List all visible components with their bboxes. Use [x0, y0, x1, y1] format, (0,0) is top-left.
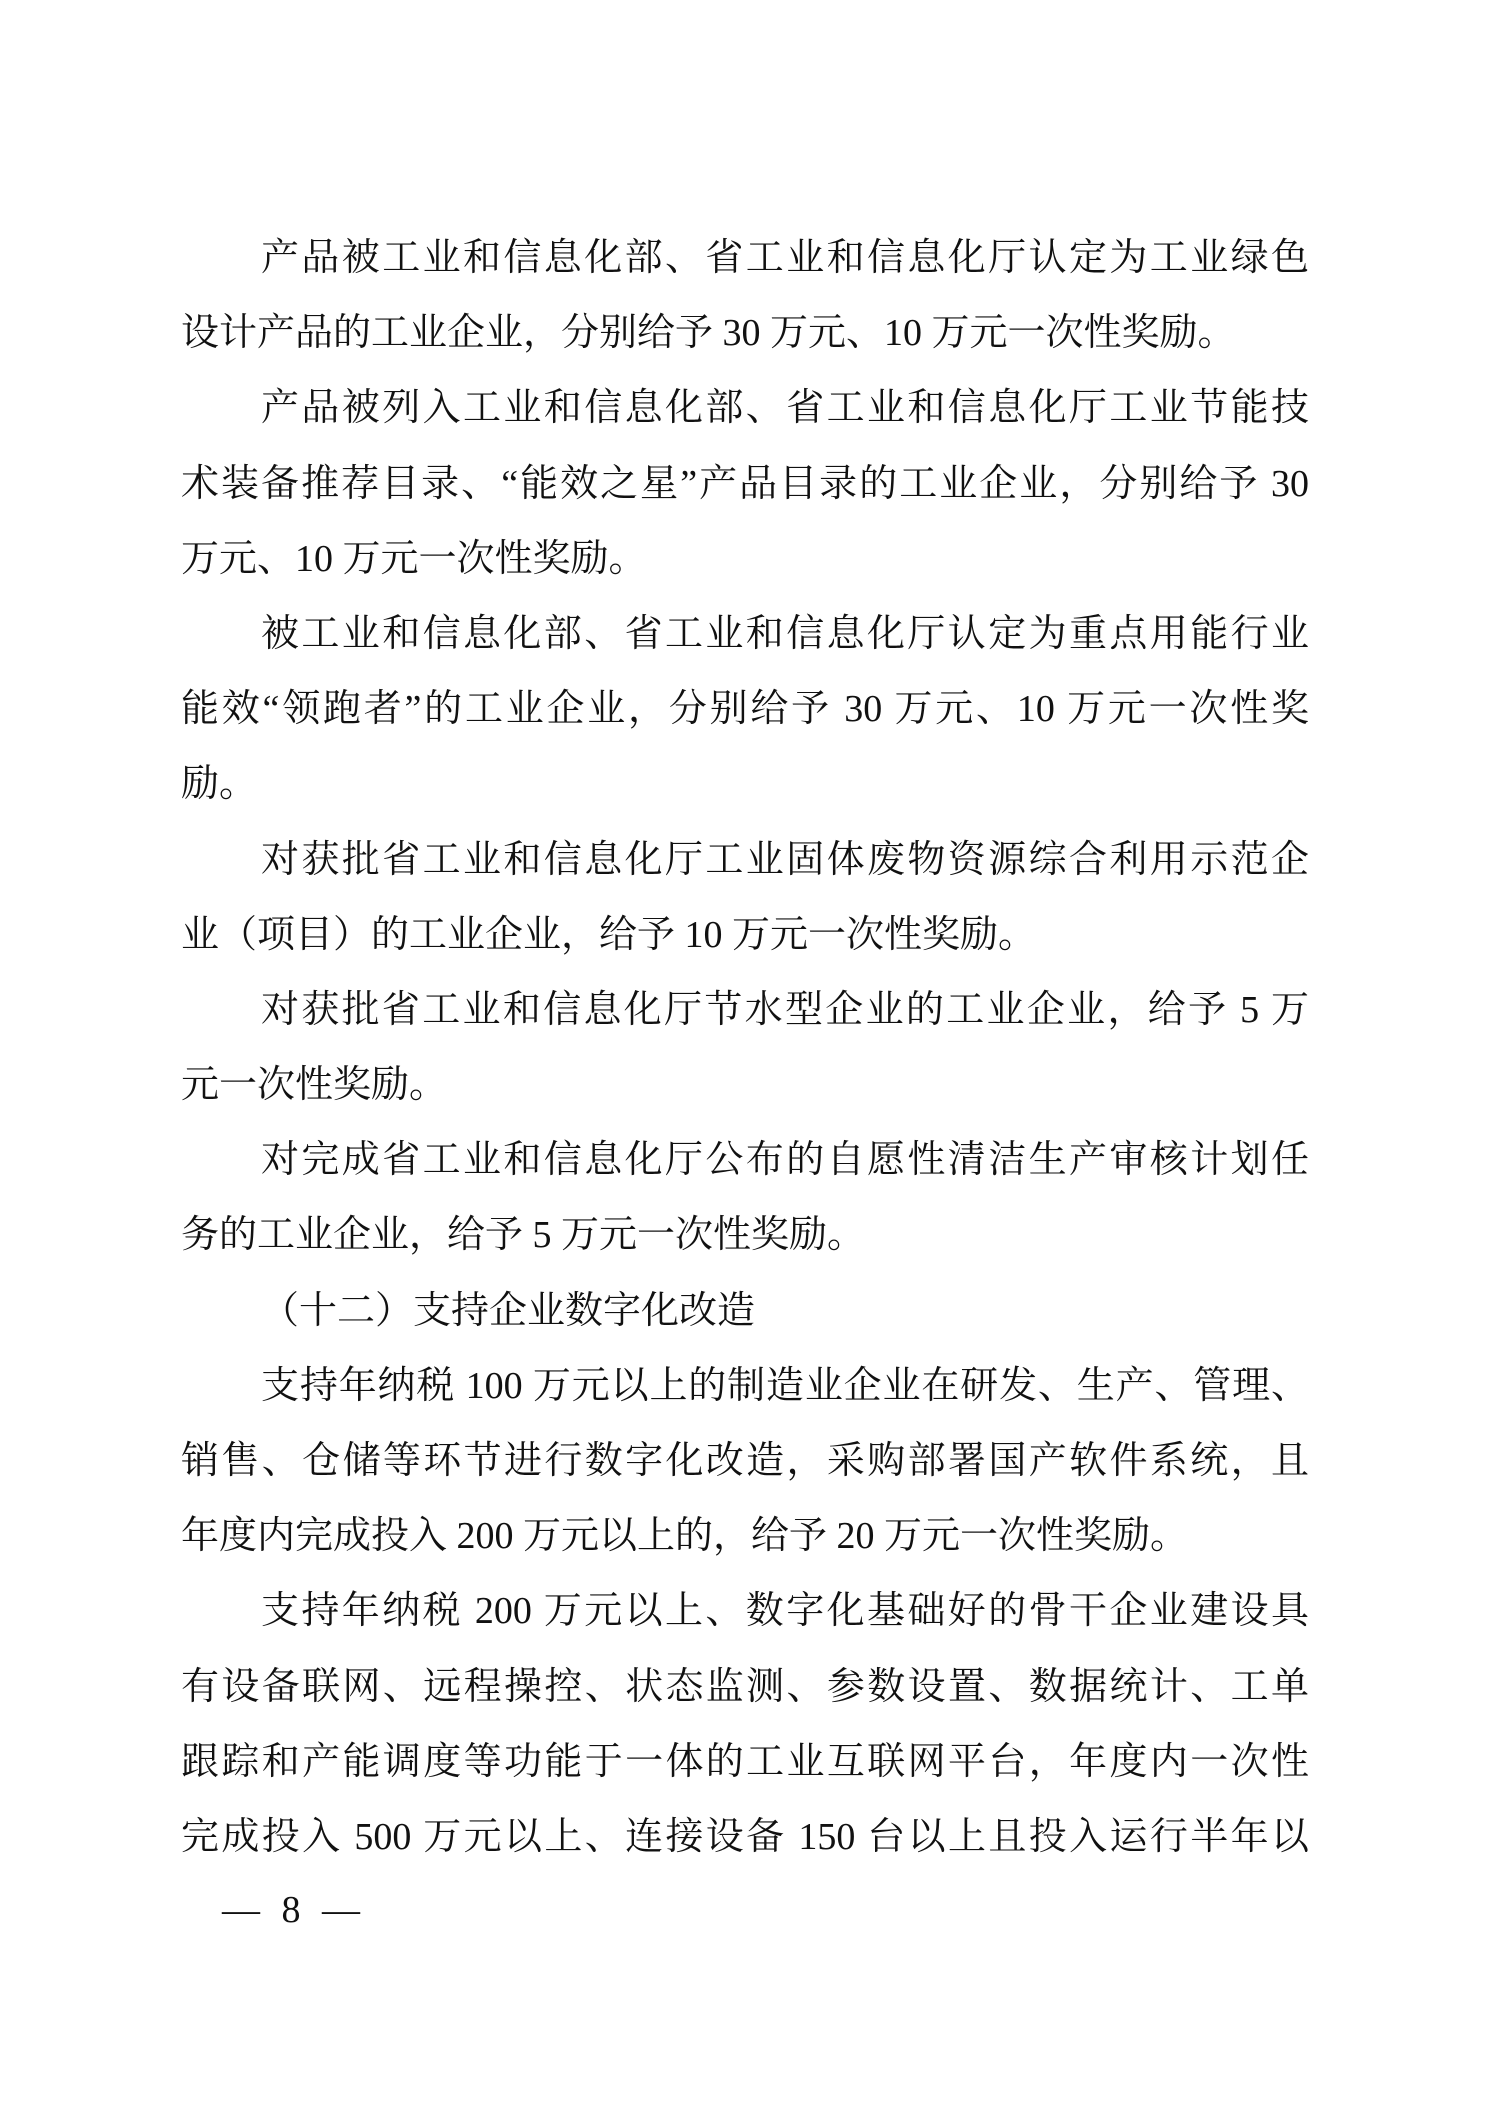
text-line: 对完成省工业和信息化厅公布的自愿性清洁生产审核计划任	[261, 1139, 1309, 1182]
document-body	[181, 221, 1309, 1875]
paragraph	[181, 1123, 1309, 1273]
text-line: （十二）支持企业数字化改造	[261, 1289, 756, 1332]
text-line: 产品被工业和信息化部、省工业和信息化厅认定为工业绿色	[261, 237, 1309, 279]
paragraph	[181, 1349, 1309, 1575]
text-line: 设计产品的工业企业，分别给予 30 万元、10 万元一次性奖励。	[181, 312, 1236, 355]
text-line: 完成投入 500 万元以上、连接设备 150 台以上且投入运行半年以	[181, 1815, 1309, 1858]
paragraph	[181, 221, 1309, 371]
text-line: 支持年纳税 100 万元以上的制造业企业在研发、生产、管理、	[261, 1364, 1309, 1407]
text-line: 销售、仓储等环节进行数字化改造，采购部署国产软件系统，且	[181, 1440, 1309, 1482]
text-line: 年度内完成投入 200 万元以上的，给予 20 万元一次性奖励。	[181, 1515, 1189, 1558]
text-line: 有设备联网、远程操控、状态监测、参数设置、数据统计、工单	[181, 1665, 1309, 1708]
paragraph	[181, 597, 1309, 823]
text-line: 术装备推荐目录、“能效之星”产品目录的工业企业，分别给予 30	[181, 462, 1309, 505]
text-line: 被工业和信息化部、省工业和信息化厅认定为重点用能行业	[261, 612, 1309, 655]
text-line: 元一次性奖励。	[181, 1064, 448, 1107]
text-line: 万元、10 万元一次性奖励。	[181, 537, 647, 580]
text-line: 对获批省工业和信息化厅节水型企业的工业企业，给予 5 万	[261, 988, 1309, 1031]
text-line: 产品被列入工业和信息化部、省工业和信息化厅工业节能技	[261, 387, 1309, 430]
text-line: 务的工业企业，给予 5 万元一次性奖励。	[181, 1214, 866, 1257]
text-line: 支持年纳税 200 万元以上、数字化基础好的骨干企业建设具	[261, 1590, 1309, 1633]
paragraph	[181, 973, 1309, 1123]
text-line: 跟踪和产能调度等功能于一体的工业互联网平台，年度内一次性	[181, 1740, 1309, 1783]
paragraph	[181, 1574, 1309, 1875]
paragraph	[181, 823, 1309, 973]
text-line: 励。	[181, 763, 258, 806]
text-line: 能效“领跑者”的工业企业，分别给予 30 万元、10 万元一次性奖	[181, 688, 1309, 731]
page-number: — 8 —	[222, 1889, 366, 1931]
text-line: 对获批省工业和信息化厅工业固体废物资源综合利用示范企	[261, 838, 1309, 881]
paragraph	[181, 1274, 1309, 1349]
text-line: 业（项目）的工业企业，给予 10 万元一次性奖励。	[181, 913, 1037, 956]
paragraph	[181, 371, 1309, 597]
